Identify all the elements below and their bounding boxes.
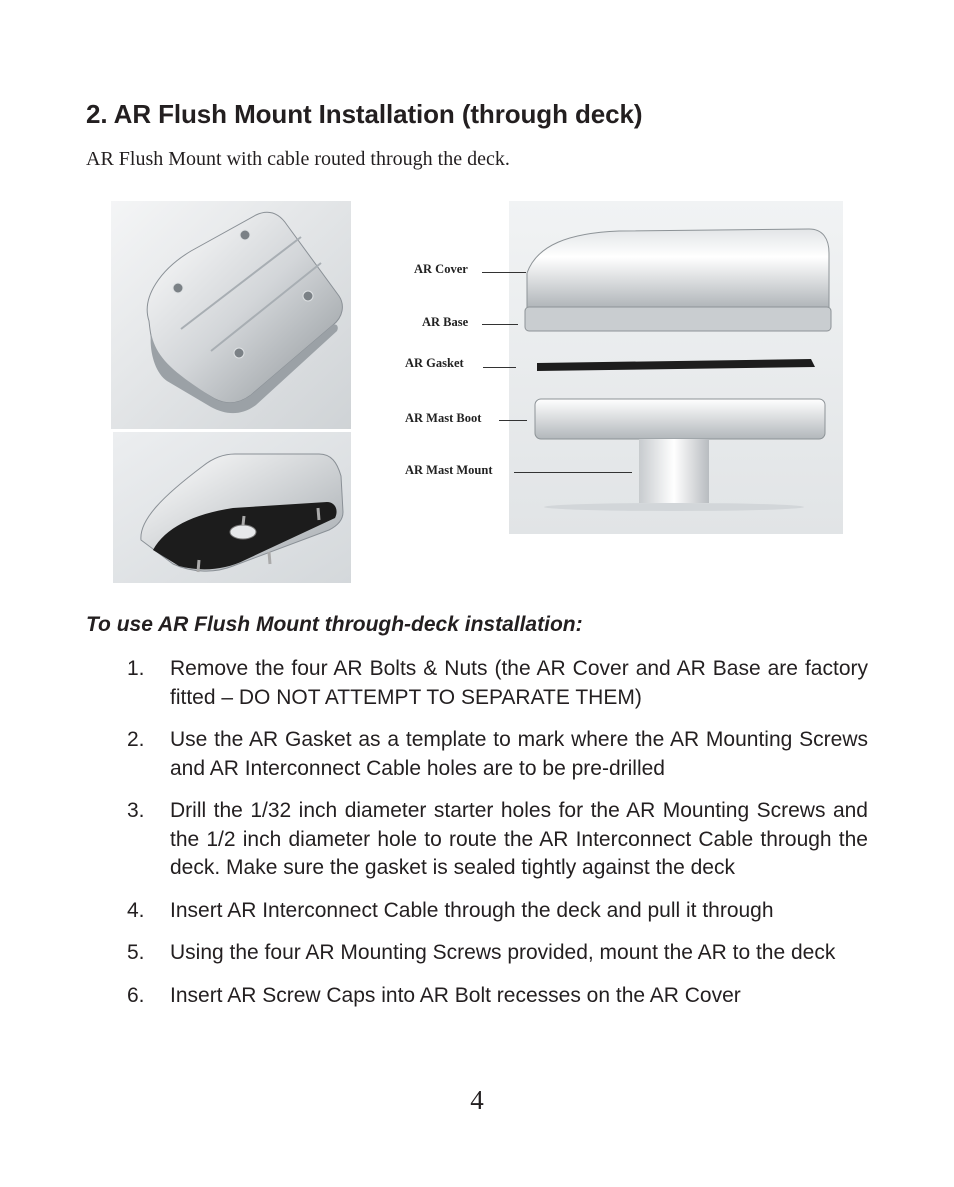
- installation-steps-list: [0, 655, 954, 1024]
- page-heading: 2. AR Flush Mount Installation (through deck): [86, 99, 643, 129]
- label-ar-base: AR Base: [422, 315, 469, 329]
- step-text: Insert AR Screw Caps into AR Bolt recesses on the AR Cover: [170, 983, 741, 1007]
- step-item: [0, 939, 954, 968]
- leader-line-ar-gasket: [483, 367, 516, 368]
- leader-line-ar-cover: [482, 272, 526, 273]
- step-item: [0, 982, 954, 1011]
- leader-line-ar-mast-mount: [514, 472, 632, 473]
- step-text: Using the four AR Mounting Screws provided, mount the AR to the deck: [170, 941, 836, 964]
- step-text: Use the AR Gasket as a template to mark where the AR Mounting Screws and AR Interconnect Cable holes are to be pre-drilled: [170, 728, 868, 780]
- step-item: [0, 797, 954, 883]
- step-item: [0, 655, 954, 712]
- label-ar-cover: AR Cover: [414, 262, 468, 276]
- step-number: 5.: [127, 941, 145, 964]
- step-number: 1.: [127, 657, 145, 680]
- page-number: 4: [470, 1085, 484, 1115]
- label-ar-gasket: AR Gasket: [405, 356, 464, 370]
- ar-exploded-side-view-image: [509, 201, 843, 534]
- ar-mount-underside-image: [113, 432, 351, 583]
- label-ar-mast-mount: AR Mast Mount: [405, 463, 493, 477]
- leader-line-ar-base: [482, 324, 518, 325]
- step-number: 3.: [127, 799, 145, 822]
- step-item: [0, 726, 954, 783]
- ar-mount-top-view-image: [111, 201, 351, 429]
- step-text: Drill the 1/32 inch diameter starter holes for the AR Mounting Screws and the 1/2 inch diameter hole to route the AR Interconnect Cable through the deck. Make sure the gasket is sealed tightly against the deck: [170, 799, 868, 879]
- label-ar-mast-boot: AR Mast Boot: [405, 411, 482, 425]
- step-number: 6.: [127, 983, 145, 1007]
- page-subtitle: AR Flush Mount with cable routed through the deck.: [86, 148, 510, 170]
- step-number: 2.: [127, 728, 145, 751]
- instructions-title: To use AR Flush Mount through-deck installation:: [86, 613, 583, 636]
- step-number: 4.: [127, 898, 145, 922]
- step-text: Insert AR Interconnect Cable through the deck and pull it through: [170, 898, 774, 922]
- step-text: Remove the four AR Bolts & Nuts (the AR Cover and AR Base are factory fitted – DO NOT ATTEMPT TO SEPARATE THEM): [170, 657, 868, 709]
- step-item: [0, 897, 954, 926]
- leader-line-ar-mast-boot: [499, 420, 527, 421]
